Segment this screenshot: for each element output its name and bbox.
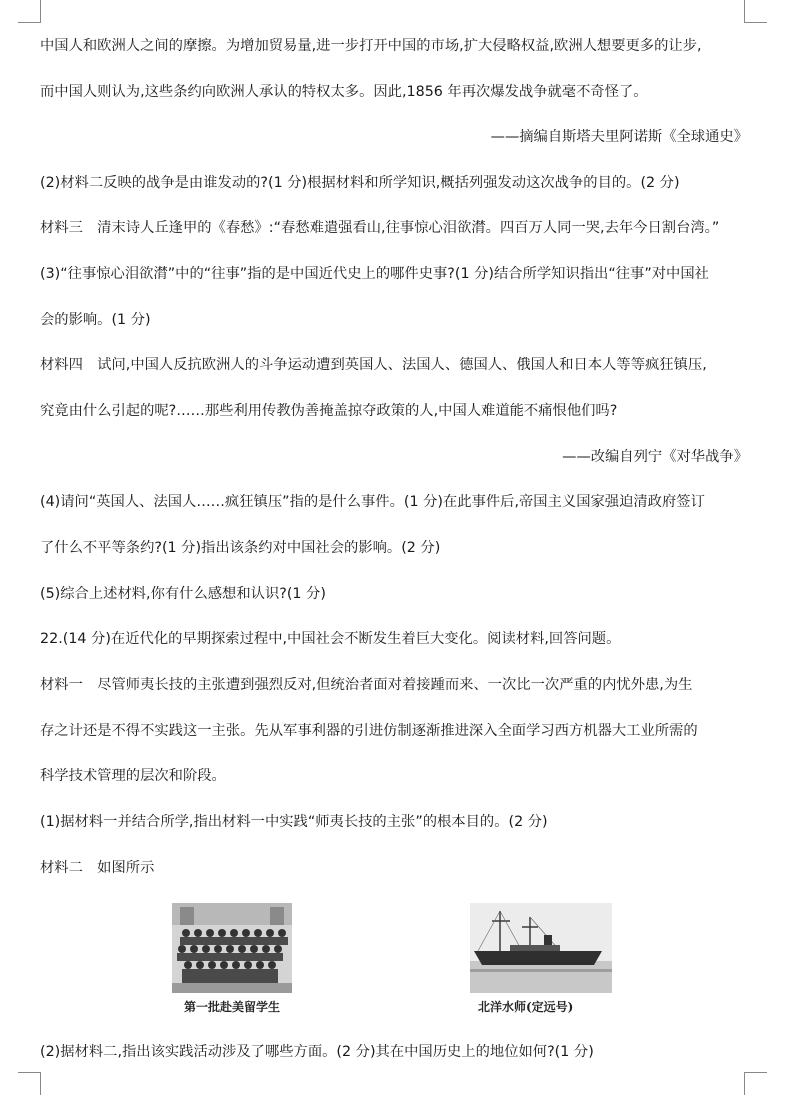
text-line: 而中国人则认为,这些条约向欧洲人承认的特权太多。因此,1856 年再次爆发战争就毫不奇怪了。: [40, 84, 648, 100]
text-line: 中国人和欧洲人之间的摩擦。为增加贸易量,进一步打开中国的市场,扩大侵略权益,欧洲人想要更多的让步,: [40, 38, 702, 54]
question-line: (5)综合上述材料,你有什么感想和认识?(1 分): [40, 586, 326, 602]
material-line: 科学技术管理的层次和阶段。: [40, 768, 226, 784]
crop-mark-bottom-left: [18, 1072, 41, 1095]
question-line: (2)据材料二,指出该实践活动涉及了哪些方面。(2 分)其在中国历史上的地位如何?(1 分): [40, 1044, 594, 1060]
material-line: 材料三 清末诗人丘逢甲的《春愁》:“春愁难遣强看山,往事惊心泪欲潸。四百万人同一哭,去年今日割台湾。”: [40, 220, 720, 236]
question-line: (3)“往事惊心泪欲潸”中的“往事”指的是中国近代史上的哪件史事?(1 分)结合所学知识指出“往事”对中国社: [40, 266, 709, 282]
source-citation: ——改编自列宁《对华战争》: [562, 449, 748, 465]
question-line: (4)请问“英国人、法国人……疯狂镇压”指的是什么事件。(1 分)在此事件后,帝国主义国家强迫清政府签订: [40, 494, 705, 510]
warship-photo: [470, 903, 612, 993]
question-line: 了什么不平等条约?(1 分)指出该条约对中国社会的影响。(2 分): [40, 540, 441, 556]
question-line: 会的影响。(1 分): [40, 312, 151, 328]
photo-caption: 第一批赴美留学生: [184, 1000, 281, 1014]
students-photo: [172, 903, 292, 993]
crop-mark-bottom-right: [744, 1072, 767, 1095]
source-citation: ——摘编自斯塔夫里阿诺斯《全球通史》: [490, 129, 748, 145]
crop-mark-top-right: [744, 0, 767, 23]
material-line: 材料四 试问,中国人反抗欧洲人的斗争运动遭到英国人、法国人、德国人、俄国人和日本人等等疯狂镇压,: [40, 357, 707, 373]
question-heading: 22.(14 分)在近代化的早期探索过程中,中国社会不断发生着巨大变化。阅读材料,回答问题。: [40, 631, 621, 647]
crop-mark-top-left: [18, 0, 41, 23]
question-line: (2)材料二反映的战争是由谁发动的?(1 分)根据材料和所学知识,概括列强发动这次战争的目的。(2 分): [40, 175, 680, 191]
material-line: 材料二 如图所示: [40, 860, 155, 876]
photo-caption: 北洋水师(定远号): [478, 1000, 574, 1014]
material-line: 材料一 尽管师夷长技的主张遭到强烈反对,但统治者面对着接踵而来、一次比一次严重的内忧外患,为生: [40, 677, 693, 693]
material-line: 存之计还是不得不实践这一主张。先从军事利器的引进仿制逐渐推进深入全面学习西方机器大工业所需的: [40, 723, 698, 739]
question-line: (1)据材料一并结合所学,指出材料一中实践“师夷长技的主张”的根本目的。(2 分): [40, 814, 548, 830]
material-line: 究竟由什么引起的呢?……那些利用传教伪善掩盖掠夺政策的人,中国人难道能不痛恨他们吗?: [40, 403, 618, 419]
